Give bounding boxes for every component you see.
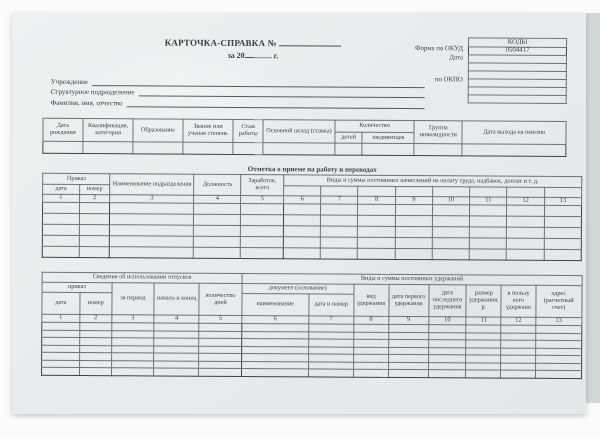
empty-cell bbox=[501, 370, 535, 378]
empty-cell bbox=[432, 238, 469, 249]
empty-cell bbox=[154, 368, 199, 376]
column-header: иждивенцев bbox=[362, 132, 414, 143]
empty-cell bbox=[241, 203, 284, 214]
column-header: документ (основание) bbox=[242, 284, 354, 295]
column-header: Приказ bbox=[43, 173, 110, 184]
empty-cell bbox=[42, 246, 79, 257]
empty-cell bbox=[79, 214, 110, 225]
empty-cell bbox=[283, 237, 320, 248]
column-header: Виды и суммы постоянных начислений на оплату труда, надбавок, доплат и т. д. bbox=[284, 175, 582, 188]
column-header: адрес (расчетный счет) bbox=[535, 285, 582, 317]
column-header: Заработок, всего bbox=[241, 174, 284, 195]
empty-cell bbox=[182, 142, 233, 154]
column-number: 5 bbox=[199, 315, 242, 323]
column-header: Группа инвалидности bbox=[414, 121, 462, 144]
empty-cell bbox=[432, 205, 469, 216]
empty-cell bbox=[544, 205, 581, 216]
empty-cell bbox=[335, 143, 363, 155]
empty-cell bbox=[544, 227, 581, 238]
section-header: Виды и суммы постоянных удержаний bbox=[242, 274, 582, 286]
empty-cell bbox=[535, 370, 582, 378]
table-row bbox=[43, 141, 566, 156]
column-number: 11 bbox=[466, 317, 501, 325]
empty-cell bbox=[42, 213, 79, 224]
empty-cell bbox=[110, 214, 194, 226]
column-header: Наименование подразделения bbox=[110, 174, 194, 196]
empty-cell bbox=[133, 142, 182, 154]
empty-cell bbox=[199, 368, 242, 376]
empty-cell bbox=[395, 226, 432, 237]
empty-cell bbox=[263, 143, 335, 155]
doc-year-prefix: за 20 bbox=[227, 50, 245, 61]
empty-cell bbox=[320, 237, 357, 248]
empty-cell bbox=[194, 236, 241, 247]
employee-empty-rows bbox=[43, 141, 566, 156]
empty-cell bbox=[320, 248, 357, 259]
empty-cell bbox=[79, 247, 110, 258]
empty-cell bbox=[83, 142, 134, 154]
column-number: 8 bbox=[358, 196, 395, 204]
empty-cell bbox=[110, 236, 194, 248]
empty-cell bbox=[79, 203, 110, 214]
column-number: 12 bbox=[507, 197, 544, 205]
column-header: вид удержания bbox=[353, 284, 388, 316]
column-header: Образование bbox=[133, 119, 182, 142]
empty-cell bbox=[321, 204, 358, 215]
empty-cell bbox=[395, 237, 432, 248]
column-number: 10 bbox=[428, 317, 466, 325]
column-number: 13 bbox=[535, 317, 582, 325]
column-header: дата bbox=[42, 292, 80, 314]
column-number: 7 bbox=[309, 316, 354, 324]
empty-cell bbox=[321, 226, 358, 237]
empty-cell bbox=[42, 224, 79, 235]
column-header: дата и номер bbox=[309, 294, 354, 316]
empty-cell bbox=[358, 215, 395, 226]
empty-cell bbox=[283, 226, 320, 237]
column-header: номер bbox=[80, 293, 112, 315]
empty-cell bbox=[110, 225, 194, 237]
empty-cell bbox=[507, 205, 544, 216]
okud-label: Форма по ОКУД bbox=[415, 45, 464, 53]
column-header: Стаж работы bbox=[233, 119, 263, 142]
empty-cell bbox=[462, 144, 566, 157]
column-header: Звание или ученая степень bbox=[183, 119, 234, 142]
column-number: 12 bbox=[501, 317, 535, 325]
empty-cell bbox=[469, 227, 506, 238]
column-number: 4 bbox=[194, 195, 241, 203]
column-header: Основной оклад (ставка) bbox=[263, 120, 335, 143]
empty-cell bbox=[42, 235, 79, 246]
column-header: за период bbox=[112, 283, 155, 315]
work-empty-rows bbox=[42, 202, 581, 260]
section-header: Сведения об использовании отпусков bbox=[42, 272, 242, 283]
column-number: 3 bbox=[111, 315, 154, 323]
paper-sheet bbox=[12, 13, 586, 414]
column-number: 6 bbox=[242, 316, 309, 324]
empty-cell bbox=[395, 204, 432, 215]
work-record-title: Отметка о приеме на работу и переводах bbox=[247, 165, 377, 174]
codes-empty-cell bbox=[468, 95, 566, 104]
empty-cell bbox=[507, 216, 544, 227]
full-name-label: Фамилия, имя, отчество bbox=[50, 98, 123, 107]
empty-cell bbox=[194, 203, 241, 214]
empty-cell bbox=[353, 369, 388, 377]
column-header: Должность bbox=[194, 174, 241, 195]
empty-cell bbox=[241, 214, 284, 225]
column-header: номер bbox=[79, 185, 110, 195]
empty-cell bbox=[308, 369, 353, 377]
empty-cell bbox=[432, 216, 469, 227]
empty-cell bbox=[111, 368, 154, 376]
empty-cell bbox=[470, 205, 507, 216]
empty-cell bbox=[544, 238, 581, 249]
empty-cell bbox=[544, 249, 581, 260]
empty-cell bbox=[507, 227, 544, 238]
empty-cell bbox=[358, 204, 395, 215]
column-number: 13 bbox=[544, 197, 581, 205]
empty-cell bbox=[241, 247, 284, 258]
empty-cell bbox=[414, 144, 462, 156]
accrual-type-blank bbox=[544, 187, 581, 197]
empty-cell bbox=[241, 236, 284, 247]
empty-cell bbox=[194, 225, 241, 236]
column-header: начало и конец bbox=[154, 283, 199, 315]
column-header: Квалификация, категория bbox=[83, 119, 134, 142]
column-header: Количество bbox=[335, 120, 415, 132]
empty-cell bbox=[362, 143, 414, 155]
empty-cell bbox=[241, 369, 308, 377]
empty-cell bbox=[283, 215, 320, 226]
vacation-deduction-table bbox=[41, 272, 583, 379]
institution-label: Учреждение bbox=[50, 77, 89, 86]
empty-cell bbox=[79, 225, 110, 236]
column-number: 10 bbox=[432, 197, 469, 205]
empty-cell bbox=[428, 370, 466, 378]
full-name-blank-line bbox=[127, 99, 425, 109]
column-number: 11 bbox=[470, 197, 507, 205]
codes-header: КОДЫ bbox=[469, 38, 567, 48]
column-number: 3 bbox=[110, 195, 194, 204]
empty-cell bbox=[110, 247, 194, 259]
empty-cell bbox=[110, 203, 194, 215]
column-number: 8 bbox=[353, 316, 388, 324]
column-number: 1 bbox=[43, 194, 80, 202]
form-content bbox=[11, 12, 587, 416]
accrual-type-blank bbox=[395, 186, 432, 196]
empty-cell bbox=[241, 225, 284, 236]
empty-cell bbox=[507, 238, 544, 249]
column-header: размер удержания, р. bbox=[466, 285, 501, 317]
column-header: приказ bbox=[42, 282, 112, 292]
column-header: в пользу кого удержано bbox=[501, 285, 535, 317]
empty-cell bbox=[544, 216, 581, 227]
doc-year-blank bbox=[245, 51, 272, 58]
column-number: 9 bbox=[388, 316, 428, 324]
work-record-table bbox=[42, 173, 583, 261]
empty-cell bbox=[42, 367, 80, 375]
empty-cell bbox=[358, 248, 395, 259]
accrual-type-blank bbox=[470, 187, 507, 197]
empty-cell bbox=[395, 215, 432, 226]
column-header: дата bbox=[43, 184, 80, 194]
employee-info-table bbox=[42, 118, 566, 157]
empty-cell bbox=[466, 370, 501, 378]
empty-cell bbox=[469, 238, 506, 249]
column-number: 1 bbox=[42, 314, 80, 322]
empty-cell bbox=[470, 216, 507, 227]
accrual-type-blank bbox=[433, 187, 470, 197]
okud-code-value: 0504417 bbox=[468, 47, 566, 56]
empty-cell bbox=[42, 202, 79, 213]
empty-cell bbox=[79, 236, 110, 247]
column-number: 2 bbox=[79, 195, 110, 203]
empty-cell bbox=[469, 249, 506, 260]
accrual-type-blank bbox=[284, 186, 321, 196]
empty-cell bbox=[432, 227, 469, 238]
org-fields bbox=[51, 75, 425, 109]
vacation-empty-rows bbox=[42, 322, 582, 378]
column-number: 6 bbox=[284, 196, 321, 204]
accrual-type-blank bbox=[358, 186, 395, 196]
empty-cell bbox=[507, 249, 544, 260]
empty-cell bbox=[358, 237, 395, 248]
empty-cell bbox=[79, 368, 111, 376]
column-header: наименование bbox=[242, 294, 309, 316]
okpo-label: по ОКПО bbox=[434, 76, 463, 84]
empty-cell bbox=[283, 204, 320, 215]
column-number: 5 bbox=[241, 195, 284, 203]
table-row bbox=[42, 246, 581, 260]
column-header: Дата выхода на пенсию bbox=[462, 121, 566, 145]
codes-table bbox=[468, 37, 567, 104]
department-label: Структурное подразделение bbox=[50, 87, 135, 97]
empty-cell bbox=[395, 248, 432, 259]
empty-cell bbox=[43, 141, 83, 153]
empty-cell bbox=[321, 215, 358, 226]
doc-title-text: КАРТОЧКА-СПРАВКА № bbox=[164, 37, 277, 49]
date-label: Дата bbox=[449, 54, 463, 62]
empty-cell bbox=[358, 226, 395, 237]
doc-year-suffix: г. bbox=[273, 51, 279, 61]
empty-cell bbox=[194, 247, 241, 258]
empty-cell bbox=[283, 248, 320, 259]
empty-cell bbox=[233, 142, 263, 154]
column-header: Дата рождения bbox=[43, 118, 83, 141]
empty-cell bbox=[388, 369, 428, 377]
empty-cell bbox=[194, 214, 241, 225]
column-header: дата первого удержания bbox=[389, 284, 429, 316]
empty-cell bbox=[432, 249, 469, 260]
column-number: 7 bbox=[321, 196, 358, 204]
column-number: 4 bbox=[154, 315, 199, 323]
column-header: дата последнего удержания bbox=[428, 285, 466, 317]
column-number: 9 bbox=[395, 196, 432, 204]
accrual-type-blank bbox=[321, 186, 358, 196]
column-header: количество дней bbox=[199, 283, 242, 315]
column-number: 2 bbox=[80, 315, 112, 323]
column-header: детей bbox=[335, 132, 363, 143]
accrual-type-blank bbox=[507, 187, 544, 197]
